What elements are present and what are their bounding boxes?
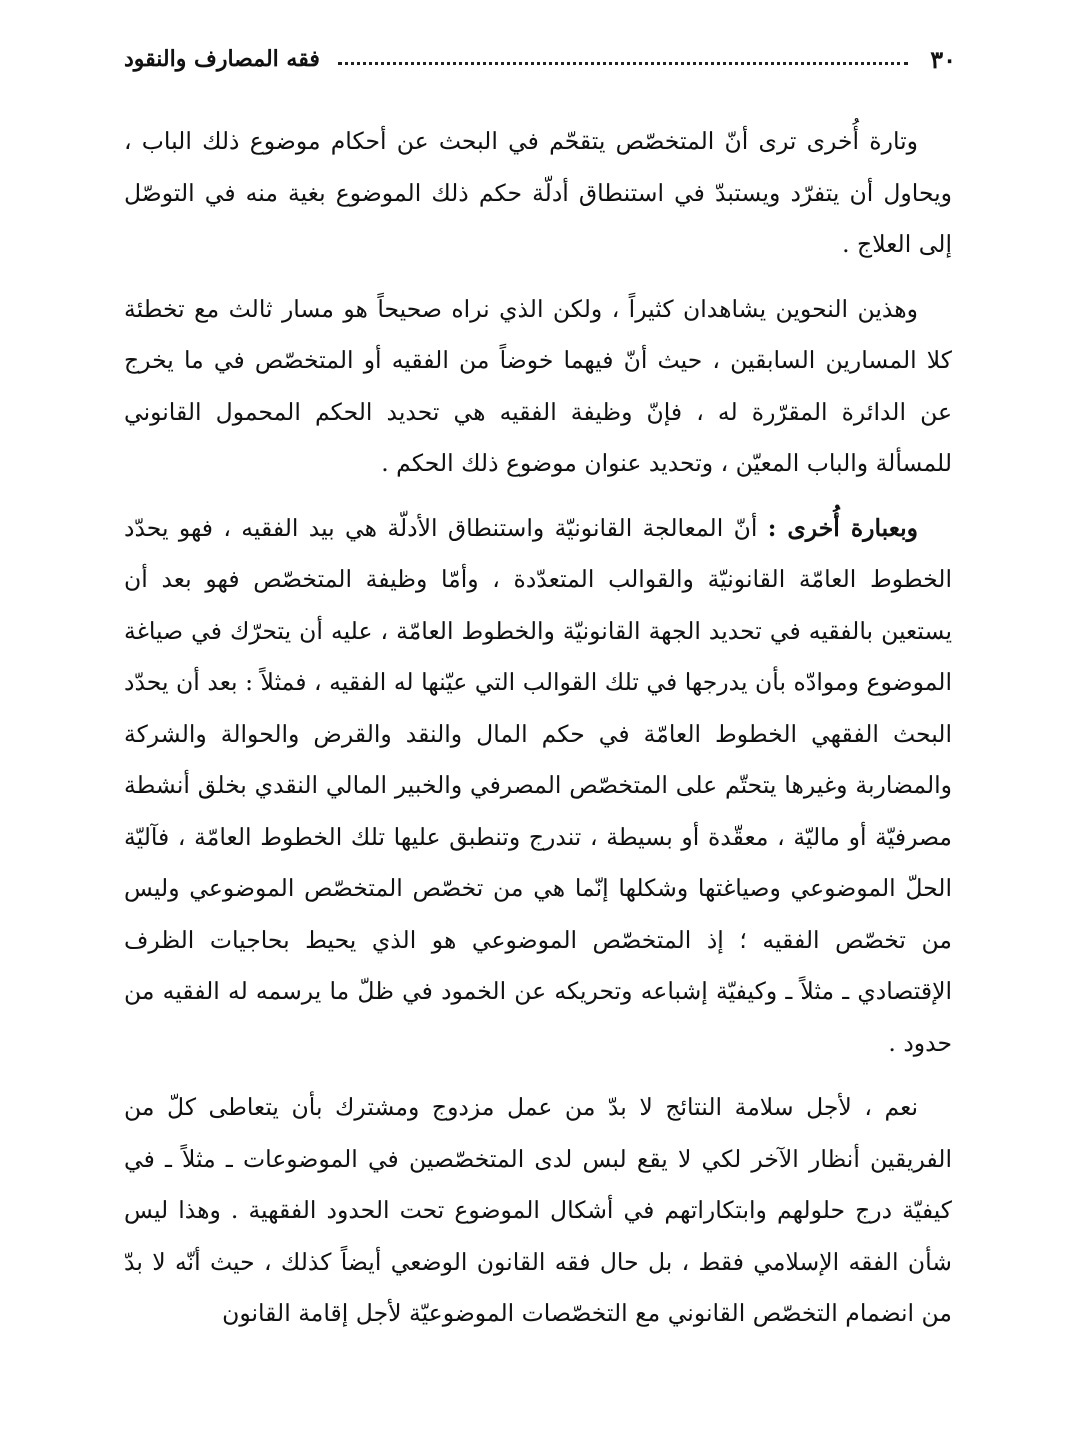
paragraph xyxy=(124,503,952,1070)
paragraph xyxy=(124,284,952,490)
paragraph xyxy=(124,116,952,271)
paragraph-lead: وبعبارة أُخرى : xyxy=(767,513,918,542)
paragraph-text: وتارة أُخرى ترى أنّ المتخصّص يتقحّم في البحث عن أحكام موضوع ذلك الباب ، ويحاول أن يتفرّد ويستبدّ في استنطاق أدلّة حكم ذلك الموضوع بغية منه في التوصّل إلى العلاج . xyxy=(124,127,952,258)
header-dotted-leader xyxy=(338,62,908,65)
running-title: فقه المصارف والنقود xyxy=(124,46,320,72)
paragraph-text: وهذين النحوين يشاهدان كثيراً ، ولكن الذي نراه صحيحاً هو مسار ثالث مع تخطئة كلا المسارين السابقين ، حيث أنّ فيهما خوضاً من الفقيه أو المتخصّص في ما يخرج عن الدائرة المقرّرة له ، فإنّ وظيفة الفقيه هي تحديد الحكم المحمول القانوني للمسألة والباب المعيّن ، وتحديد عنوان موضوع ذلك الحكم . xyxy=(124,294,952,477)
page-header xyxy=(124,42,956,76)
page-number: ٣٠ xyxy=(930,44,956,74)
paragraph-text: نعم ، لأجل سلامة النتائج لا بدّ من عمل مزدوج ومشترك بأن يتعاطى كلّ من الفريقين أنظار الآخر لكي لا يقع لبس لدى المتخصّصين في الموضوعات ـ مثلاً ـ في كيفيّة درج حلولهم وابتكاراتهم في أشكال الموضوع تحت الحدود الفقهية . وهذا ليس شأن الفقه الإسلامي فقط ، بل حال فقه القانون الوضعي أيضاً كذلك ، حيث أنّه لا بدّ من انضمام التخصّص القانوني مع التخصّصات الموضوعيّة لأجل إقامة القانون xyxy=(124,1093,952,1327)
paragraph-text: أنّ المعالجة القانونيّة واستنطاق الأدلّة هي بيد الفقيه ، فهو يحدّد الخطوط العامّة القانونيّة والقوالب المتعدّدة ، وأمّا وظيفة المتخصّص فهو بعد أن يستعين بالفقيه في تحديد الجهة القانونيّة والخطوط العامّة ، عليه أن يتحرّك في صياغة الموضوع وموادّه بأن يدرجها في تلك القوالب التي عيّنها له الفقيه ، فمثلاً : بعد أن يحدّد البحث الفقهي الخطوط العامّة في حكم المال والنقد والقرض والحوالة والشركة والمضاربة وغيرها يتحتّم على المتخصّص المصرفي والخبير المالي النقدي بخلق أنشطة مصرفيّة أو ماليّة ، معقّدة أو بسيطة ، تندرج وتنطبق عليها تلك الخطوط العامّة ، فآليّة الحلّ الموضوعي وصياغتها وشكلها إنّما هي من تخصّص المتخصّص الموضوعي وليس من تخصّص الفقيه ؛ إذ المتخصّص الموضوعي هو الذي يحيط بحاجيات الظرف الإقتصادي ـ مثلاً ـ وكيفيّة إشباعه وتحريكه عن الخمود في ظلّ ما يرسمه له الفقيه من حدود . xyxy=(124,513,953,1057)
page-body xyxy=(124,116,952,1353)
paragraph xyxy=(124,1082,952,1340)
